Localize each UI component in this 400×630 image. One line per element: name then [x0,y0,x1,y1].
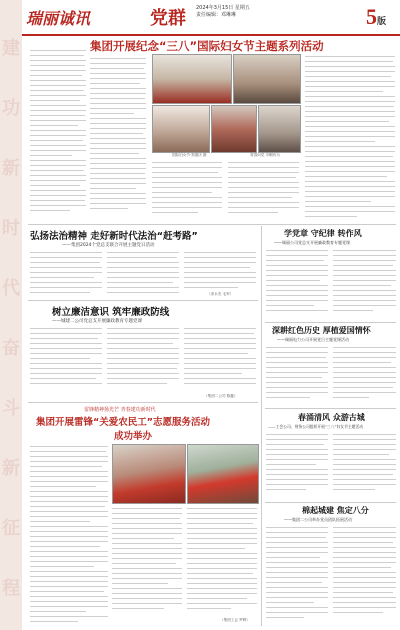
vertical-decoration-strip [0,0,22,630]
vertical-char: 时 [2,218,20,239]
page-number-value: 5 [365,4,377,29]
page-number-suffix: 版 [376,16,386,26]
lei-byline: （集团工会 罗辉） [220,618,250,622]
tech-subtitle: ——集团2024个党总支联合开展主题党日活动 [62,243,155,248]
divider [28,300,258,301]
lei-article-col1 [30,444,108,626]
main-photo-1 [152,54,232,104]
dance-headline: 棉起城建 焦定八分 [302,506,369,515]
section-title: 党群 [150,8,186,29]
study-subtitle: ——瑞丽公司党总支开展廉政教育专题党课 [274,240,350,245]
vertical-char: 代 [2,278,20,299]
anti-byline: （集团二公司 陈鑫） [204,394,238,398]
main-photo-2 [233,54,301,104]
anti-subtitle: ——城建二公司党总支开展廉政教育专题党课 [52,319,142,324]
anti-headline: 树立廉洁意识 筑牢廉政防线 [52,307,170,318]
lei-kicker: 雷锋精神扬光芒 青春建功新时代 [84,407,156,413]
lei-headline: 集团开展雷锋“关爱农民工”志愿服务活动 [36,417,210,428]
main-photo-3 [152,105,210,153]
issue-date: 2024年3月15日 星期五 [196,5,250,11]
vertical-char: 功 [2,98,20,119]
spring-article-body [266,432,396,498]
newspaper-logo: 瑞丽诚讯 [26,9,91,28]
main-photo-4 [211,105,257,153]
issue-meta [196,5,250,19]
tech-article-body [30,250,256,298]
anti-article-body [30,326,256,400]
study-headline: 学党章 守纪律 转作风 [284,229,362,238]
lei-headline-2: 成功举办 [114,431,153,442]
spring-subtitle: ——工会公司、财务公司组织开展“三八”妇女节主题活动 [268,424,364,429]
divider [28,402,258,403]
lei-photo-2 [187,444,259,504]
vertical-char: 征 [2,518,20,539]
vertical-char: 程 [2,578,20,599]
vertical-char: 新 [2,458,20,479]
main-article-col2 [90,56,146,216]
study-article-body [266,248,396,320]
vertical-char: 建 [2,38,20,59]
main-photo-5 [258,105,301,153]
lei-photo-1 [112,444,186,504]
main-headline: 集团开展纪念“三八”国际妇女节主题系列活动 [90,39,324,53]
main-article-col3 [305,54,395,222]
newspaper-page [22,0,400,630]
editor-credit: 责任编辑：邓琳琳 [196,12,237,18]
main-photo-caption-2: 青春向党 巾帼有为 [250,153,280,157]
main-article-col1 [30,48,86,220]
dance-subtitle: ——集团二公司举办党员团队拓展活动 [284,517,352,522]
divider [265,502,396,503]
vertical-char: 新 [2,158,20,179]
page-number [366,4,386,30]
masthead [22,0,400,36]
main-article-col-mid [152,160,299,220]
divider [28,224,396,225]
column-divider [261,226,262,626]
spring-headline: 春涌清风 众游古城 [298,413,365,422]
lei-article-col2 [112,506,257,622]
party-article-body [266,345,396,407]
divider [265,408,396,409]
divider [265,322,396,323]
party-subtitle: ——瑞丽电力公司开展党日主题党课活动 [277,337,349,342]
dance-article-body [266,525,396,625]
party-headline: 深耕红色历史 厚植爱国情怀 [272,326,371,335]
tech-headline: 弘扬法治精神 走好新时代法治“赶考路” [30,231,198,242]
main-photo-caption: 国际妇女节·郑德庆 摄 [172,153,207,157]
vertical-char: 斗 [2,398,20,419]
tech-byline: （邓永杰 毛军） [207,292,234,296]
vertical-char: 奋 [2,338,20,359]
